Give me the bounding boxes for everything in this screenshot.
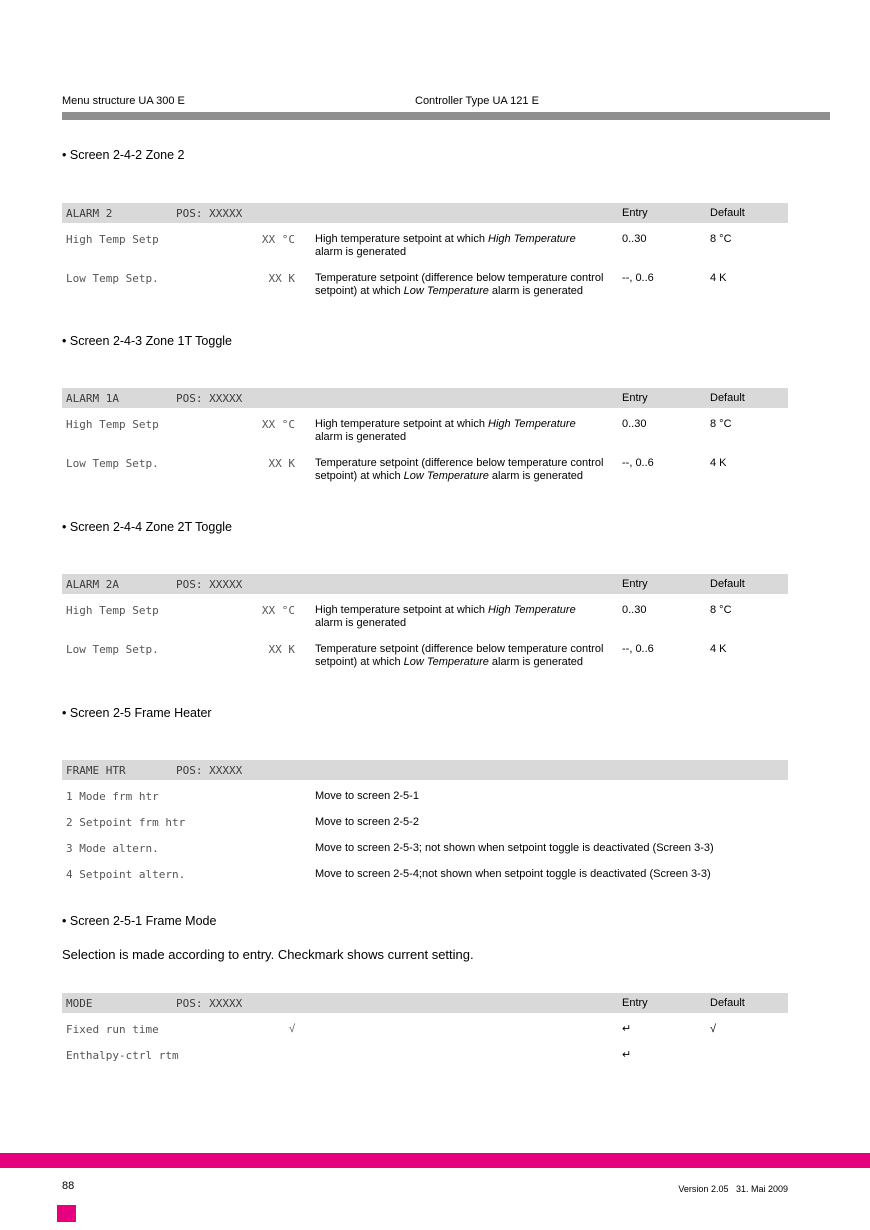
column-header-default: Default (710, 207, 745, 219)
cell-name: Low Temp Setp. (66, 643, 159, 656)
desc-text: alarm is generated (315, 246, 407, 258)
desc-text: alarm is generated (488, 470, 584, 482)
cell-entry: --, 0..6 (622, 457, 654, 469)
cell-entry: 0..30 (622, 418, 647, 430)
cell-desc: Move to screen 2-5-3; not shown when setpoint toggle is deactivated (Screen 3-3) (315, 842, 714, 854)
table-row (62, 418, 788, 444)
cell-entry: 0..30 (622, 233, 647, 245)
cell-desc: Move to screen 2-5-2 (315, 816, 419, 828)
cell-entry: --, 0..6 (622, 272, 654, 284)
desc-italic: High Temperature (488, 418, 576, 430)
table-row (62, 604, 788, 630)
desc-text: alarm is generated (488, 656, 584, 668)
cell-desc (315, 418, 612, 444)
cell-name: High Temp Setp (66, 604, 159, 617)
cell-desc (315, 233, 612, 259)
cell-entry-return-icon: ↵ (622, 1049, 632, 1061)
cell-desc (315, 457, 612, 483)
column-header-default: Default (710, 392, 745, 404)
table-row (62, 842, 788, 855)
table-pos: POS: XXXXX (176, 577, 243, 591)
desc-text: alarm is generated (315, 431, 407, 443)
section-heading-2-5-1: • Screen 2-5-1 Frame Mode (62, 914, 216, 928)
cell-checkmark (176, 1049, 295, 1062)
cell-entry: 0..30 (622, 604, 647, 616)
table-title: FRAME HTR (66, 763, 126, 777)
cell-default: 4 K (710, 643, 727, 655)
table-row (62, 272, 788, 298)
cell-name: Fixed run time (66, 1023, 159, 1036)
table-row (62, 233, 788, 259)
table-title: MODE (66, 996, 93, 1010)
cell-default: 8 °C (710, 233, 732, 245)
desc-italic: Low Temperature (403, 470, 489, 482)
table-frame-htr (62, 760, 788, 881)
cell-default-checkmark: √ (710, 1023, 717, 1035)
desc-italic: High Temperature (488, 604, 576, 616)
cell-name: Low Temp Setp. (66, 457, 159, 470)
cell-name: High Temp Setp (66, 418, 159, 431)
table-title: ALARM 1A (66, 391, 119, 405)
desc-text: setpoint) at which (315, 285, 404, 297)
header-left-text: Menu structure UA 300 E (62, 95, 185, 107)
desc-italic: Low Temperature (403, 656, 489, 668)
cell-default: 4 K (710, 272, 727, 284)
column-header-entry: Entry (622, 392, 648, 404)
cell-name: Low Temp Setp. (66, 272, 159, 285)
column-header-entry: Entry (622, 997, 648, 1009)
table-title: ALARM 2 (66, 206, 113, 220)
desc-text: Temperature setpoint (difference below temperature control (315, 643, 604, 655)
section-heading-2-5: • Screen 2-5 Frame Heater (62, 706, 212, 720)
table-row (62, 1049, 788, 1062)
table-pos: POS: XXXXX (176, 206, 243, 220)
desc-text: High temperature setpoint at which (315, 418, 489, 430)
section-heading-2-4-4: • Screen 2-4-4 Zone 2T Toggle (62, 520, 232, 534)
desc-text: alarm is generated (315, 617, 407, 629)
cell-name: 4 Setpoint altern. (66, 868, 186, 881)
table-header (62, 993, 788, 1013)
desc-text: High temperature setpoint at which (315, 233, 489, 245)
column-header-default: Default (710, 997, 745, 1009)
table-alarm-2 (62, 203, 788, 298)
table-header (62, 388, 788, 408)
section-heading-2-4-3: • Screen 2-4-3 Zone 1T Toggle (62, 334, 232, 348)
desc-text: Temperature setpoint (difference below temperature control (315, 272, 604, 284)
cell-value: XX K (268, 643, 295, 656)
page-number: 88 (62, 1180, 75, 1192)
note-text: Selection is made according to entry. Checkmark shows current setting. (62, 947, 474, 962)
table-row (62, 457, 788, 483)
cell-desc (315, 643, 612, 669)
table-row (62, 643, 788, 669)
cell-name: High Temp Setp (66, 233, 159, 246)
table-alarm-1a (62, 388, 788, 483)
cell-value: XX K (268, 272, 295, 285)
table-pos: POS: XXXXX (176, 763, 243, 777)
cell-value: XX °C (261, 233, 295, 246)
desc-italic: Low Temperature (403, 285, 489, 297)
footer-accent-bar (0, 1153, 870, 1168)
table-header (62, 574, 788, 594)
table-title: ALARM 2A (66, 577, 119, 591)
section-heading-2-4-2: • Screen 2-4-2 Zone 2 (62, 148, 185, 162)
desc-italic: High Temperature (488, 233, 576, 245)
table-row (62, 790, 788, 803)
page-corner-mark (57, 1205, 76, 1222)
cell-value: XX °C (261, 604, 295, 617)
column-header-entry: Entry (622, 207, 648, 219)
cell-entry: --, 0..6 (622, 643, 654, 655)
desc-text: alarm is generated (488, 285, 584, 297)
table-mode (62, 993, 788, 1062)
cell-desc (315, 1023, 612, 1036)
cell-name: 1 Mode frm htr (66, 790, 159, 803)
column-header-entry: Entry (622, 578, 648, 590)
table-pos: POS: XXXXX (176, 391, 243, 405)
cell-desc (315, 604, 612, 630)
cell-name: 3 Mode altern. (66, 842, 159, 855)
cell-value: XX °C (261, 418, 295, 431)
cell-name: Enthalpy-ctrl rtm (66, 1049, 179, 1062)
cell-checkmark: √ (288, 1023, 295, 1035)
cell-default: 8 °C (710, 604, 732, 616)
table-header (62, 760, 788, 780)
table-alarm-2a (62, 574, 788, 669)
cell-desc: Move to screen 2-5-1 (315, 790, 419, 802)
desc-text: setpoint) at which (315, 470, 404, 482)
cell-desc (315, 272, 612, 298)
table-row (62, 816, 788, 829)
cell-desc (315, 1049, 612, 1062)
desc-text: setpoint) at which (315, 656, 404, 668)
cell-name: 2 Setpoint frm htr (66, 816, 186, 829)
cell-default: 8 °C (710, 418, 732, 430)
cell-default-checkmark (710, 1049, 788, 1062)
cell-entry-return-icon: ↵ (622, 1023, 632, 1035)
table-header (62, 203, 788, 223)
column-header-default: Default (710, 578, 745, 590)
cell-desc: Move to screen 2-5-4;not shown when setpoint toggle is deactivated (Screen 3-3) (315, 868, 711, 880)
cell-default: 4 K (710, 457, 727, 469)
desc-text: High temperature setpoint at which (315, 604, 489, 616)
header-rule (62, 112, 830, 120)
version-text: Version 2.05 31. Mai 2009 (678, 1184, 788, 1194)
desc-text: Temperature setpoint (difference below temperature control (315, 457, 604, 469)
table-row (62, 1023, 788, 1036)
table-row (62, 868, 788, 881)
cell-value: XX K (268, 457, 295, 470)
table-pos: POS: XXXXX (176, 996, 243, 1010)
header-right-text: Controller Type UA 121 E (415, 95, 539, 107)
